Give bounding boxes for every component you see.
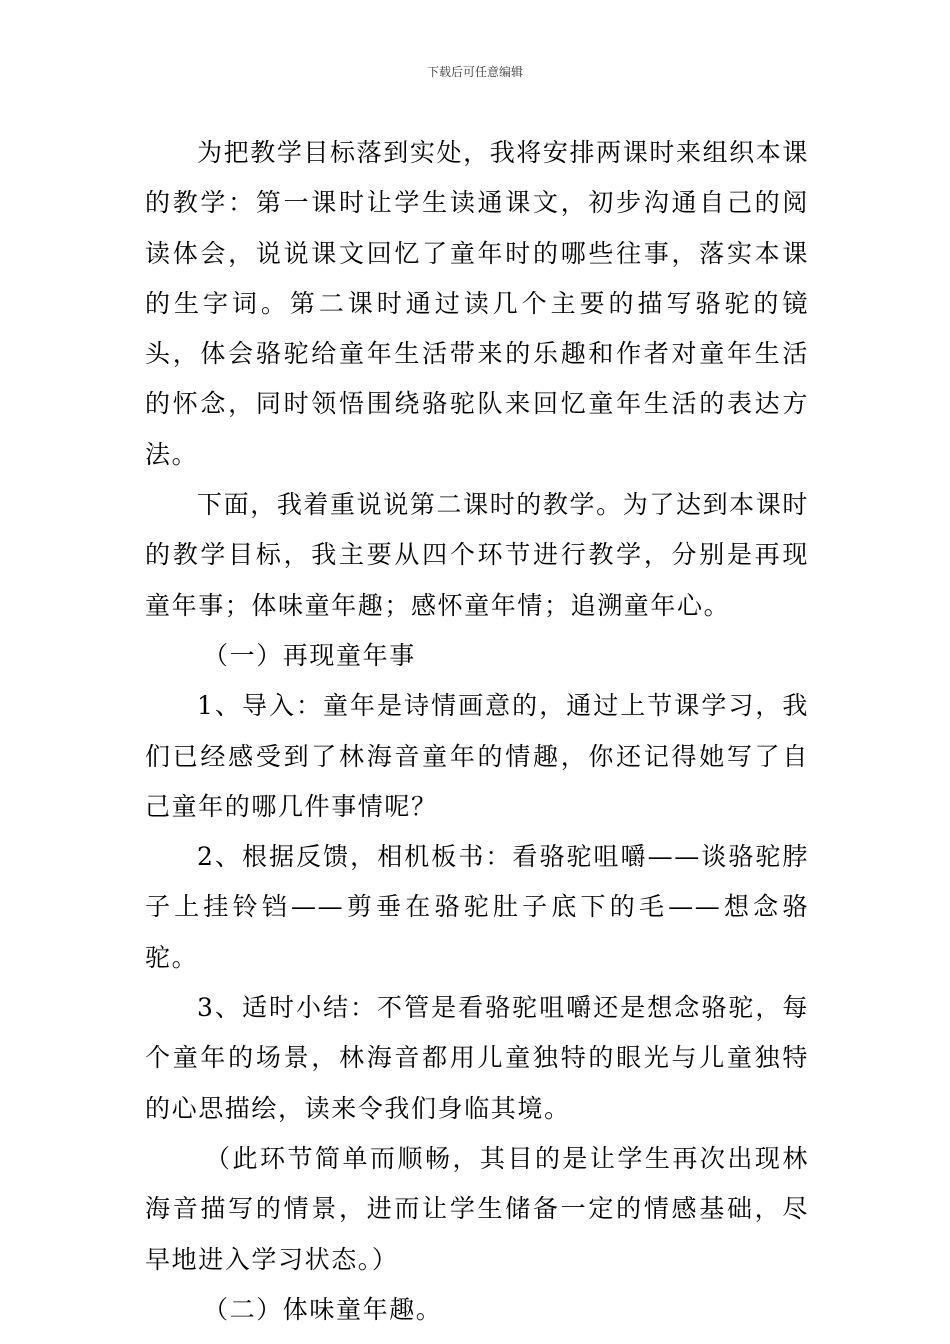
section-heading-2: （二）体味童年趣。: [203, 1294, 443, 1324]
paragraph-step-1: 1、导入：童年是诗情画意的，通过上节课学习，我们已经感受到了林海音童年的情趣，你还记得她写了自己童年的哪几件事情呢？: [145, 691, 809, 821]
paragraph-second-lesson-intro: 下面，我着重说说第二课时的教学。为了达到本课时的教学目标，我主要从四个环节进行教学，分别是再现童年事；体味童年趣；感怀童年情；追溯童年心。: [145, 490, 809, 620]
paragraph-note: （此环节简单而顺畅，其目的是让学生再次出现林海音描写的情景，进而让学生储备一定的情感基础，尽早地进入学习状态。）: [145, 1143, 809, 1274]
document-body: [145, 128, 809, 1335]
page-header: 下载后可任意编辑: [426, 65, 523, 79]
section-heading-1: （一）再现童年事: [203, 640, 416, 670]
paragraph-teaching-plan: 为把教学目标落到实处，我将安排两课时来组织本课的教学：第一课时让学生读通课文，初步沟通自己的阅读体会，说说课文回忆了童年时的哪些往事，落实本课的生字词。第二课时通过读几个主要的描写骆驼的镜头，体会骆驼给童年生活带来的乐趣和作者对童年生活的怀念，同时领悟围绕骆驼队来回忆童年生活的表达方法。: [145, 138, 809, 469]
paragraph-step-3: 3、适时小结：不管是看骆驼咀嚼还是想念骆驼，每个童年的场景，林海音都用儿童独特的眼光与儿童独特的心思描绘，读来令我们身临其境。: [145, 993, 809, 1123]
paragraph-step-2: 2、根据反馈，相机板书：看骆驼咀嚼——谈骆驼脖子上挂铃铛——剪垂在骆驼肚子底下的毛——想念骆驼。: [145, 842, 809, 972]
